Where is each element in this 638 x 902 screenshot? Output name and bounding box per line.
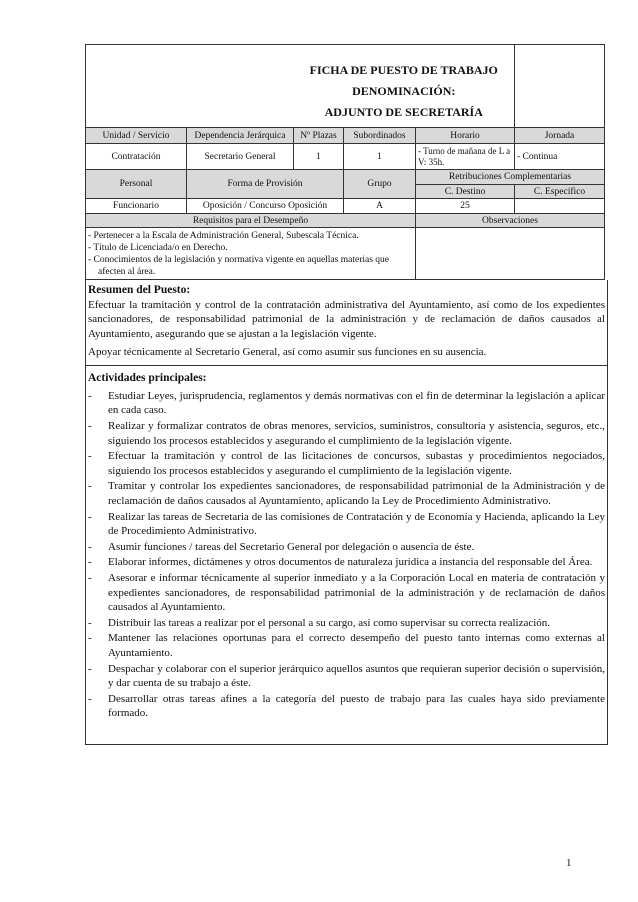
col-header-dependencia: Dependencia Jerárquica [187, 128, 294, 144]
requisito-item: - Pertenecer a la Escala de Administración General, Subescala Técnica. [88, 231, 359, 241]
col-header-retribuciones: Retribuciones Complementarias [416, 170, 605, 185]
list-dash: - [88, 556, 92, 569]
requisitos-list [86, 228, 416, 280]
value-provision: Oposición / Concurso Oposición [187, 199, 344, 214]
job-title: ADJUNTO DE SECRETARÍA [324, 105, 483, 119]
list-item-text: Efectuar la tramitación y control de las licitaciones de concursos, subastas y procedimientos negociados, siguiendo los procesos establecidos y asegurando el cumplimiento de la legislación vigente. [108, 450, 605, 477]
list-dash: - [88, 572, 92, 585]
list-item-text: Distribuir las tareas a realizar por el personal a su cargo, así como supervisar su correcta realización. [108, 616, 551, 629]
requisito-item: - Conocimientos de la legislación y normativa vigente en aquellas materias que afecten al área. [88, 255, 390, 277]
resumen-section [85, 280, 608, 366]
list-item [88, 631, 605, 660]
list-dash: - [88, 662, 92, 675]
job-sheet [85, 44, 604, 745]
list-item-text: Elaborar informes, dictámenes y otros documentos de naturaleza jurídica a instancia del responsable del Área. [108, 556, 593, 569]
job-sheet-table [85, 44, 605, 280]
logo-area [86, 45, 294, 128]
list-item [88, 419, 605, 448]
actividades-list [88, 389, 605, 720]
resumen-paragraph: Apoyar técnicamente al Secretario General, así como asumir sus funciones en su ausencia. [88, 345, 487, 358]
col-header-especifico: C. Específico [515, 185, 605, 199]
col-header-grupo: Grupo [344, 170, 416, 199]
list-dash: - [88, 632, 92, 645]
list-item-text: Desarrollar otras tareas afines a la categoría del puesto de trabajo para las cuales haya sido previamente formado. [108, 692, 605, 719]
col-header-horario: Horario [416, 128, 515, 144]
list-dash: - [88, 420, 92, 433]
list-dash: - [88, 692, 92, 705]
actividades-title: Actividades principales: [88, 372, 207, 385]
value-horario: - Turno de mañana de L a V: 35h. [416, 144, 515, 170]
list-dash: - [88, 510, 92, 523]
requisito-item: - Título de Licenciada/o en Derecho. [88, 243, 228, 253]
list-dash: - [88, 540, 92, 553]
list-item-text: Asumir funciones / tareas del Secretario General por delegación o ausencia de éste. [108, 540, 475, 553]
list-item-text: Realizar las tareas de Secretaria de las comisiones de Contratación y de Economía y Hacienda, aplicando la Ley de Procedimiento Administrativo. [108, 510, 605, 537]
list-item-text: Realizar y formalizar contratos de obras menores, servicios, suministros, consultoría y asistencia, seguros, etc., siguiendo los procesos establecidos y asegurando el cumplimiento de la legislación vigente. [108, 420, 605, 447]
list-item-text: Estudiar Leyes, jurisprudencia, reglamentos y demás normativas con el fin de determinar la legislación a aplicar en cada caso. [108, 390, 605, 417]
value-especifico [515, 199, 605, 214]
value-plazas: 1 [294, 144, 344, 170]
col-header-unidad: Unidad / Servicio [86, 128, 187, 144]
document-title: FICHA DE PUESTO DE TRABAJO [309, 63, 498, 77]
value-personal: Funcionario [86, 199, 187, 214]
list-item [88, 389, 605, 418]
observaciones-box [416, 228, 605, 280]
list-item [88, 616, 605, 630]
value-unidad: Contratación [86, 144, 187, 170]
resumen-title: Resumen del Puesto: [88, 284, 191, 296]
list-item [88, 571, 605, 614]
actividades-section [85, 366, 608, 745]
page-number: 1 [566, 857, 572, 869]
list-item [88, 555, 605, 569]
list-item [88, 449, 605, 478]
col-header-jornada: Jornada [515, 128, 605, 144]
list-item [88, 479, 605, 508]
observaciones-header: Observaciones [416, 214, 605, 228]
denominacion-label: DENOMINACIÓN: [352, 84, 456, 98]
col-header-plazas: Nº Plazas [294, 128, 344, 144]
col-header-destino: C. Destino [416, 185, 515, 199]
list-dash: - [88, 390, 92, 403]
title-block [294, 45, 515, 128]
value-subordinados: 1 [344, 144, 416, 170]
list-item-text: Tramitar y controlar los expedientes sancionadores, de responsabilidad patrimonial de la Administración y de reclamación de daños causados al Ayuntamiento, aplicando la Ley de Procedimiento Administrativo. [108, 480, 605, 507]
col-header-subordinados: Subordinados [344, 128, 416, 144]
list-item-text: Asesorar e informar técnicamente al superior inmediato y a la Corporación Local en materia de contratación y expedientes sancionadores, de responsabilidad patrimonial de la administración y de reclamación de daños causados al Ayuntamiento. [108, 572, 605, 613]
col-header-provision: Forma de Provisión [187, 170, 344, 199]
list-item [88, 540, 605, 554]
list-item [88, 692, 605, 721]
value-jornada: - Continua [515, 144, 605, 170]
list-dash: - [88, 616, 92, 629]
header-right-box [515, 45, 605, 128]
list-item [88, 510, 605, 539]
value-destino: 25 [416, 199, 515, 214]
list-item-text: Mantener las relaciones oportunas para el correcto desempeño del puesto tanto internas como externas al Ayuntamiento. [108, 632, 605, 659]
value-grupo: A [344, 199, 416, 214]
list-item [88, 662, 605, 691]
list-dash: - [88, 480, 92, 493]
resumen-paragraph: Efectuar la tramitación y control de la contratación administrativa del Ayuntamiento, así como de los expedientes sancionadores, de responsabilidad patrimonial de la administración y de reclamación de daños causados al Ayuntamiento, asegurando que se ajustan a la legislación vigente. [88, 299, 605, 340]
value-dependencia: Secretario General [187, 144, 294, 170]
requisitos-header: Requisitos para el Desempeño [86, 214, 416, 228]
list-dash: - [88, 450, 92, 463]
col-header-personal: Personal [86, 170, 187, 199]
list-item-text: Despachar y colaborar con el superior jerárquico aquellos asuntos que requieran superior decisión o supervisión, y dar cuenta de su trabajo a éste. [108, 662, 605, 689]
